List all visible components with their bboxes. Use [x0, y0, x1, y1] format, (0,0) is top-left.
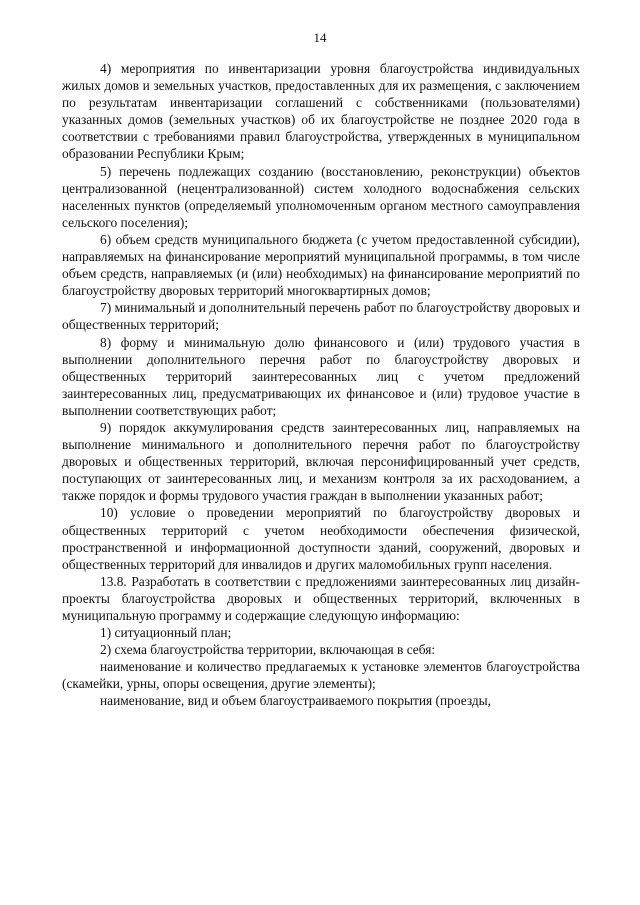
paragraph-elements: наименование и количество предлагаемых к установке элементов благоустройства (скамейки, урны, опоры освещения, другие элементы); — [62, 659, 580, 692]
paragraph-item-5: 5) перечень подлежащих созданию (восстановлению, реконструкции) объектов централизованной (нецентрализованной) систем холодного водоснабжения сельских населенных пунктов (определяемый уполномоченным органом местного самоуправления сельского поселения); — [62, 163, 580, 230]
paragraph-coverage: наименование, вид и объем благоустраиваемого покрытия (проезды, — [100, 693, 492, 709]
paragraph-item-7: 7) минимальный и дополнительный перечень работ по благоустройству дворовых и общественных территорий; — [62, 300, 580, 333]
document-body — [62, 60, 580, 710]
paragraph-subitem-2: 2) схема благоустройства территории, включающая в себя: — [100, 642, 436, 658]
paragraph-subitem-1: 1) ситуационный план; — [100, 625, 232, 641]
paragraph-item-8: 8) форму и минимальную долю финансового и (или) трудового участия в выполнении дополнительного перечня работ по благоустройству дворовых и общественных территорий заинтересованных лиц с учетом предложений заинтересованных лиц, предусматривающих их финансовое и (или) трудовое участие в выполнении соответствующих работ; — [62, 334, 580, 418]
paragraph-item-4: 4) мероприятия по инвентаризации уровня благоустройства индивидуальных жилых домов и земельных участков, предоставленных для их размещения, с заключением по результатам инвентаризации соглашений с собственниками (пользователями) указанных домов (земельных участков) об их благоустройстве не позднее 2020 года в соответствии с требованиями правил благоустройства, утвержденных в муниципальном образовании Республики Крым; — [62, 61, 580, 162]
paragraph-section-13-8: 13.8. Разработать в соответствии с предложениями заинтересованных лиц дизайн-проекты благоустройства дворовых и общественных территорий, включенных в муниципальную программу и содержащие следующую информацию: — [62, 573, 580, 623]
page-number: 14 — [313, 30, 327, 45]
paragraph-item-9: 9) порядок аккумулирования средств заинтересованных лиц, направляемых на выполнение минимального и дополнительного перечня работ по благоустройству дворовых и общественных территорий, включая персонифицированный учет средств, поступающих от заинтересованных лиц, и механизм контроля за их расходованием, а также порядок и формы трудового участия граждан в выполнении указанных работ; — [62, 419, 580, 504]
paragraph-item-6: 6) объем средств муниципального бюджета (с учетом предоставленной субсидии), направляемых на финансирование мероприятий муниципальной программы, в том числе объем средств, направляемых (и (или) необходимых) на финансирование мероприятий по благоустройству дворовых территорий многоквартирных домов; — [62, 231, 580, 299]
paragraph-item-10: 10) условие о проведении мероприятий по благоустройству дворовых и общественных территорий с учетом необходимости обеспечения физической, пространственной и информационной доступности зданий, сооружений, дворовых и общественных территорий для инвалидов и других маломобильных групп населения. — [62, 505, 580, 572]
